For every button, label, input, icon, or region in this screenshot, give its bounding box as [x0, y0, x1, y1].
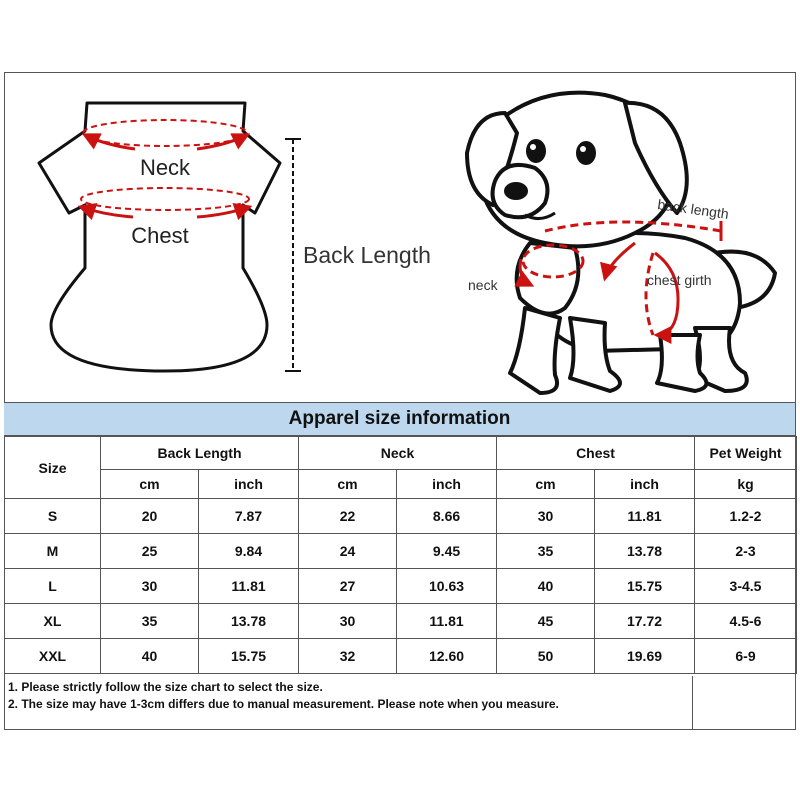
chest-cm-cell: 40 [497, 569, 595, 604]
weight-cell: 2-3 [695, 534, 797, 569]
chest-inch-cell: 17.72 [595, 604, 695, 639]
weight-cell: 1.2-2 [695, 499, 797, 534]
chest-inch-cell: 19.69 [595, 639, 695, 674]
neck-inch-cell: 10.63 [397, 569, 497, 604]
back-inch-cell: 11.81 [199, 569, 299, 604]
unit-header: cm [299, 470, 397, 499]
shirt-back-length-label: Back Length [303, 242, 431, 268]
size-cell: XXL [5, 639, 101, 674]
chest-header: Chest [497, 437, 695, 470]
back-inch-cell: 13.78 [199, 604, 299, 639]
back-cm-cell: 30 [101, 569, 199, 604]
unit-header: cm [101, 470, 199, 499]
size-notes [4, 676, 693, 730]
table-row [5, 604, 797, 639]
weight-cell: 3-4.5 [695, 569, 797, 604]
chest-cm-cell: 30 [497, 499, 595, 534]
neck-cm-cell: 24 [299, 534, 397, 569]
chest-inch-cell: 11.81 [595, 499, 695, 534]
weight-cell: 4.5-6 [695, 604, 797, 639]
neck-cm-cell: 30 [299, 604, 397, 639]
table-title: Apparel size information [4, 402, 795, 436]
table-row [5, 639, 797, 674]
size-cell: S [5, 499, 101, 534]
shirt-neck-label: Neck [139, 155, 191, 180]
table-row [5, 569, 797, 604]
size-header: Size [5, 437, 101, 499]
dog-back-length-label: back length [656, 196, 730, 222]
size-cell: L [5, 569, 101, 604]
note-line: 1. Please strictly follow the size chart to select the size. [8, 680, 323, 694]
dog-chest-girth-label: chest girth [647, 272, 712, 288]
back-cm-cell: 20 [101, 499, 199, 534]
size-cell: XL [5, 604, 101, 639]
neck-cm-cell: 27 [299, 569, 397, 604]
size-cell: M [5, 534, 101, 569]
chest-cm-cell: 50 [497, 639, 595, 674]
neck-inch-cell: 9.45 [397, 534, 497, 569]
measurement-illustration [5, 73, 795, 403]
back-inch-cell: 15.75 [199, 639, 299, 674]
table-row [5, 499, 797, 534]
chest-inch-cell: 13.78 [595, 534, 695, 569]
back-cm-cell: 40 [101, 639, 199, 674]
weight-cell: 6-9 [695, 639, 797, 674]
neck-inch-cell: 11.81 [397, 604, 497, 639]
chest-cm-cell: 45 [497, 604, 595, 639]
unit-header: kg [695, 470, 797, 499]
neck-cm-cell: 22 [299, 499, 397, 534]
neck-cm-cell: 32 [299, 639, 397, 674]
back-length-header: Back Length [101, 437, 299, 470]
chest-inch-cell: 15.75 [595, 569, 695, 604]
neck-inch-cell: 12.60 [397, 639, 497, 674]
back-cm-cell: 35 [101, 604, 199, 639]
chest-cm-cell: 35 [497, 534, 595, 569]
size-table [4, 436, 797, 674]
back-inch-cell: 7.87 [199, 499, 299, 534]
neck-inch-cell: 8.66 [397, 499, 497, 534]
unit-header: inch [199, 470, 299, 499]
table-row [5, 534, 797, 569]
neck-header: Neck [299, 437, 497, 470]
unit-header: cm [497, 470, 595, 499]
unit-header: inch [397, 470, 497, 499]
unit-header: inch [595, 470, 695, 499]
back-length-ruler [285, 139, 301, 371]
shirt-chest-label: Chest [131, 223, 189, 248]
pet-weight-header: Pet Weight [695, 437, 797, 470]
dog-neck-label: neck [468, 277, 498, 293]
back-cm-cell: 25 [101, 534, 199, 569]
note-line: 2. The size may have 1-3cm differs due to manual measurement. Please note when you measure. [8, 697, 559, 711]
dog-icon [467, 93, 775, 393]
back-inch-cell: 9.84 [199, 534, 299, 569]
